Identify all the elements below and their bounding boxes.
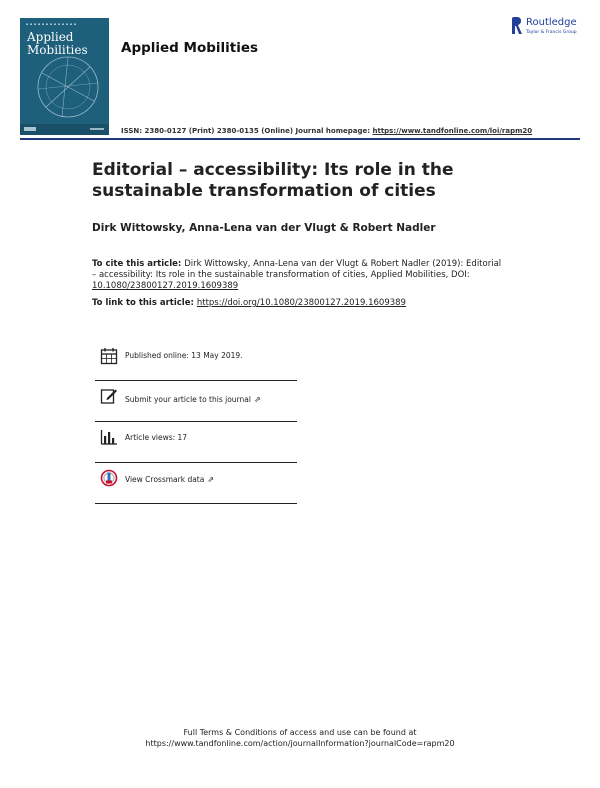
publisher-logo bbox=[510, 16, 590, 40]
link-label: To link to this article: bbox=[92, 298, 197, 308]
submit-row[interactable] bbox=[95, 384, 297, 424]
meta-divider bbox=[95, 380, 297, 381]
crossmark-icon bbox=[100, 469, 118, 487]
page-footer bbox=[0, 727, 600, 749]
publisher-brand: Routledge bbox=[526, 17, 577, 28]
cover-title-line1: Applied bbox=[27, 30, 74, 44]
issn-line bbox=[121, 127, 532, 135]
article-title: Editorial – accessibility: Its role in the sustainable transformation of cities bbox=[92, 160, 454, 201]
meta-divider bbox=[95, 503, 297, 504]
article-link[interactable]: https://doi.org/10.1080/23800127.2019.1609389 bbox=[196, 298, 406, 308]
edit-icon bbox=[100, 387, 118, 405]
external-link-icon: ⇗ bbox=[207, 475, 215, 484]
issn-text: ISSN: 2380-0127 (Print) 2380-0135 (Online) Journal homepage: bbox=[121, 127, 373, 135]
submit-label: Submit your article to this journal bbox=[125, 395, 251, 404]
cover-title-line2: Mobilities bbox=[27, 43, 88, 57]
article-views: Article views: 17 bbox=[125, 433, 188, 442]
doi-link[interactable]: 10.1080/23800127.2019.1609389 bbox=[92, 281, 239, 291]
article-link-line bbox=[92, 298, 406, 308]
journal-cover bbox=[20, 18, 109, 135]
cover-header-strip: ▪ ▪ ▪ ▪ ▪ ▪ ▪ ▪ ▪ ▪ ▪ ▪ ▪ bbox=[26, 22, 77, 26]
footer-terms-text: Full Terms & Conditions of access and use can be found at bbox=[183, 728, 417, 737]
journal-homepage-link[interactable]: https://www.tandfonline.com/loi/rapm20 bbox=[372, 127, 533, 135]
submit-article-link[interactable] bbox=[125, 395, 261, 404]
meta-divider bbox=[95, 421, 297, 422]
cover-footer bbox=[20, 124, 109, 135]
publisher-tagline: Taylor & Francis Group bbox=[526, 30, 577, 35]
header-divider bbox=[20, 138, 580, 140]
bar-chart-icon bbox=[100, 428, 118, 446]
calendar-icon bbox=[100, 347, 118, 365]
external-link-icon: ⇗ bbox=[253, 395, 261, 404]
crossmark-label: View Crossmark data bbox=[125, 475, 205, 484]
meta-divider bbox=[95, 462, 297, 463]
crossmark-row[interactable] bbox=[95, 466, 297, 506]
cite-text: Dirk Wittowsky, Anna-Lena van der Vlugt & Robert Nadler (2019): Editorial – accessibility: Its role in the sustainable transformation of cities, Applied Mobilities, DOI: bbox=[92, 259, 502, 280]
cover-publisher-logo bbox=[24, 127, 36, 131]
published-date: Published online: 13 May 2019. bbox=[125, 351, 243, 360]
views-row bbox=[95, 425, 297, 465]
published-row bbox=[95, 343, 297, 383]
journal-name: Applied Mobilities bbox=[121, 40, 259, 56]
article-authors: Dirk Wittowsky, Anna-Lena van der Vlugt & Robert Nadler bbox=[92, 222, 436, 234]
cite-label: To cite this article: bbox=[92, 259, 185, 269]
footer-terms-url[interactable]: https://www.tandfonline.com/action/journalInformation?journalCode=rapm20 bbox=[145, 739, 455, 748]
cover-circle-graphic bbox=[34, 53, 102, 121]
cover-volume-mark bbox=[90, 128, 104, 130]
crossmark-link[interactable] bbox=[125, 475, 214, 484]
citation-block bbox=[92, 259, 502, 292]
routledge-r-icon bbox=[510, 16, 523, 36]
